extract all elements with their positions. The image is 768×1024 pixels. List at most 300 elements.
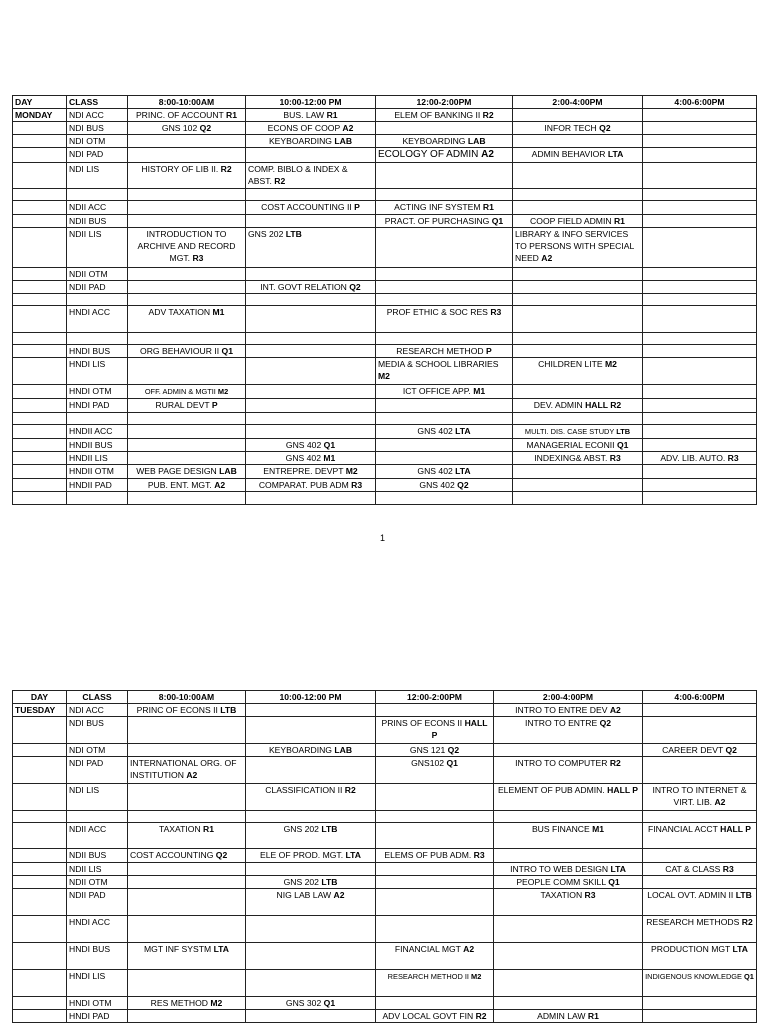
course-name: CLASSIFICATION II	[265, 785, 345, 795]
course-cell	[513, 201, 643, 215]
venue-code: R1	[587, 1011, 599, 1021]
course-cell	[376, 135, 513, 148]
course-cell	[128, 109, 246, 122]
venue-code: R1	[203, 824, 215, 834]
course-cell	[376, 425, 513, 439]
day-cell: MONDAY	[13, 109, 67, 122]
course-cell	[643, 849, 757, 863]
course-cell	[643, 385, 757, 399]
venue-code: LTB	[220, 705, 237, 715]
venue-code: M1	[323, 453, 336, 463]
table-row	[13, 811, 757, 823]
course-cell	[376, 122, 513, 135]
venue-code: Q1	[744, 972, 754, 981]
header-slot-4: 2:00-4:00PM	[513, 96, 643, 109]
course-name: INTERNATIONAL ORG. OF INSTITUTION	[130, 758, 237, 780]
course-cell	[643, 876, 757, 889]
class-cell: HNDII PAD	[67, 479, 128, 492]
class-cell: NDI PAD	[67, 148, 128, 163]
course-name: INTRO TO WEB DESIGN	[510, 864, 611, 874]
course-cell	[494, 811, 643, 823]
course-cell	[246, 876, 376, 889]
table-row	[13, 294, 757, 306]
course-name: GNS 402	[285, 440, 324, 450]
table-row	[13, 744, 757, 757]
header-slot-4: 2:00-4:00PM	[494, 691, 643, 704]
venue-code: M1	[212, 307, 225, 317]
course-cell	[376, 479, 513, 492]
course-cell	[246, 757, 376, 784]
header-slot-1: 8:00-10:00AM	[128, 691, 246, 704]
table-row	[13, 358, 757, 385]
course-cell	[128, 452, 246, 465]
course-cell	[246, 358, 376, 385]
course-cell	[246, 228, 376, 268]
course-cell	[513, 109, 643, 122]
day-cell	[13, 385, 67, 399]
course-name: ADMIN LAW	[537, 1011, 588, 1021]
venue-code: A2	[481, 149, 494, 160]
course-name: INDEXING& ABST.	[534, 453, 610, 463]
course-name: GNS 121	[409, 745, 448, 755]
course-name: FINANCIAL MGT	[394, 944, 464, 954]
course-name: PRACT. OF PURCHASING	[384, 216, 492, 226]
venue-code: A2	[714, 797, 726, 807]
course-cell	[128, 425, 246, 439]
course-cell	[376, 163, 513, 189]
course-cell	[128, 970, 246, 997]
course-cell	[513, 465, 643, 479]
course-cell	[376, 744, 494, 757]
course-cell	[246, 479, 376, 492]
course-name: RESEARCH METHOD	[396, 346, 487, 356]
course-cell	[246, 704, 376, 717]
table-row	[13, 268, 757, 281]
class-cell: NDII PAD	[67, 281, 128, 294]
day-cell	[13, 201, 67, 215]
course-name: ADV LOCAL GOVT FIN	[382, 1011, 476, 1021]
tuesday-header	[13, 691, 757, 704]
table-row	[13, 281, 757, 294]
course-cell	[643, 479, 757, 492]
venue-code: Q2	[599, 123, 611, 133]
course-name: PRINS OF ECONS II	[381, 718, 465, 728]
day-cell	[13, 358, 67, 385]
course-cell	[128, 281, 246, 294]
course-cell	[643, 215, 757, 228]
course-cell	[128, 294, 246, 306]
venue-code: M2	[378, 371, 390, 381]
course-cell	[246, 492, 376, 505]
course-cell	[128, 492, 246, 505]
course-cell	[128, 399, 246, 413]
venue-code: Q2	[457, 480, 469, 490]
venue-code: A2	[214, 480, 226, 490]
table-row	[13, 333, 757, 345]
course-cell	[128, 849, 246, 863]
course-cell	[246, 452, 376, 465]
course-cell	[513, 439, 643, 452]
course-name: PROF ETHIC & SOC RES	[386, 307, 491, 317]
course-cell	[643, 109, 757, 122]
course-cell	[128, 345, 246, 358]
course-cell	[513, 294, 643, 306]
venue-code: R3	[727, 453, 739, 463]
table-row	[13, 863, 757, 876]
course-name: GNS 402	[419, 480, 458, 490]
course-cell	[128, 943, 246, 970]
course-name: RURAL DEVT	[155, 400, 212, 410]
course-cell	[494, 916, 643, 943]
venue-code: Q2	[215, 850, 228, 860]
day-cell	[13, 345, 67, 358]
venue-code: Q1	[323, 998, 336, 1008]
table-row	[13, 492, 757, 505]
day-cell	[13, 425, 67, 439]
course-cell	[376, 385, 513, 399]
course-cell	[513, 358, 643, 385]
venue-code: HALL R2	[585, 400, 622, 410]
course-cell	[513, 306, 643, 333]
course-name: RESEARCH METHOD II	[387, 972, 472, 981]
course-name: ADV. LIB. AUTO.	[660, 453, 728, 463]
course-cell	[128, 479, 246, 492]
venue-code: R3	[609, 453, 621, 463]
course-name: ICT OFFICE APP.	[402, 386, 474, 396]
course-cell	[246, 268, 376, 281]
day-cell	[13, 876, 67, 889]
course-cell	[494, 717, 643, 744]
day-cell	[13, 413, 67, 425]
course-cell	[128, 201, 246, 215]
course-cell	[128, 333, 246, 345]
venue-code: LTA	[345, 850, 361, 860]
class-cell: HNDI OTM	[67, 997, 128, 1010]
class-cell: NDII OTM	[67, 876, 128, 889]
course-cell	[513, 333, 643, 345]
course-cell	[246, 889, 376, 916]
class-cell: NDII ACC	[67, 201, 128, 215]
course-cell	[128, 1010, 246, 1023]
day-cell	[13, 215, 67, 228]
course-cell	[513, 413, 643, 425]
venue-code: M1	[592, 824, 605, 834]
course-name: GNS102	[411, 758, 447, 768]
venue-code: Q1	[323, 440, 336, 450]
day-cell	[13, 970, 67, 997]
course-name: ECONS OF COOP	[267, 123, 343, 133]
course-cell	[376, 811, 494, 823]
course-cell	[246, 970, 376, 997]
course-cell	[246, 189, 376, 201]
course-cell	[128, 757, 246, 784]
class-cell: NDI ACC	[67, 109, 128, 122]
course-cell	[513, 345, 643, 358]
course-cell	[246, 306, 376, 333]
table-row	[13, 413, 757, 425]
day-cell	[13, 889, 67, 916]
class-cell: NDI ACC	[67, 704, 128, 717]
course-cell	[246, 109, 376, 122]
day-cell	[13, 1010, 67, 1023]
course-cell	[376, 148, 513, 163]
course-name: ELEM OF BANKING II	[394, 110, 483, 120]
course-cell	[494, 943, 643, 970]
course-cell	[513, 122, 643, 135]
course-cell	[246, 215, 376, 228]
course-name: COST ACCOUNTING II	[261, 202, 355, 212]
venue-code: LTA	[610, 864, 626, 874]
course-name: MULTI. DIS. CASE STUDY	[524, 427, 617, 436]
course-cell	[643, 163, 757, 189]
course-cell	[643, 863, 757, 876]
course-cell	[643, 425, 757, 439]
course-name: COMPARAT. PUB ADM	[258, 480, 352, 490]
venue-code: HALL P	[431, 718, 488, 740]
course-cell	[376, 358, 513, 385]
venue-code: P	[486, 346, 492, 356]
course-cell	[246, 163, 376, 189]
course-cell	[128, 863, 246, 876]
day-cell	[13, 122, 67, 135]
course-cell	[376, 294, 513, 306]
course-cell	[494, 997, 643, 1010]
venue-code: R3	[584, 890, 596, 900]
day-cell	[13, 163, 67, 189]
header-slot-5: 4:00-6:00PM	[643, 96, 757, 109]
venue-code: LTB	[616, 427, 631, 436]
course-cell	[376, 268, 513, 281]
course-cell	[643, 717, 757, 744]
venue-code: A2	[186, 770, 198, 780]
course-cell	[246, 399, 376, 413]
course-cell	[376, 109, 513, 122]
table-row	[13, 109, 757, 122]
course-name: ECOLOGY OF ADMIN	[378, 149, 482, 160]
course-cell	[643, 413, 757, 425]
course-cell	[376, 943, 494, 970]
course-cell	[376, 439, 513, 452]
class-cell: NDI OTM	[67, 744, 128, 757]
tuesday-rows	[13, 704, 757, 1023]
course-cell	[128, 189, 246, 201]
venue-code: LTA	[213, 944, 229, 954]
course-name: INTRO TO ENTRE	[524, 718, 600, 728]
course-cell	[246, 201, 376, 215]
venue-code: P	[211, 400, 218, 410]
course-name: MEDIA & SCHOOL LIBRARIES	[378, 359, 499, 369]
course-cell	[376, 863, 494, 876]
course-cell	[246, 849, 376, 863]
day-cell	[13, 849, 67, 863]
course-cell	[376, 717, 494, 744]
venue-code: LAB	[334, 136, 353, 146]
class-cell: HNDII OTM	[67, 465, 128, 479]
table-row	[13, 717, 757, 744]
tuesday-timetable	[12, 690, 757, 1023]
course-cell	[128, 135, 246, 148]
course-name: FINANCIAL ACCT	[648, 824, 721, 834]
course-name: DEV. ADMIN	[533, 400, 586, 410]
header-slot-2: 10:00-12:00 PM	[246, 96, 376, 109]
course-cell	[513, 228, 643, 268]
header-slot-1: 8:00-10:00AM	[128, 96, 246, 109]
class-cell: HNDII LIS	[67, 452, 128, 465]
course-cell	[643, 704, 757, 717]
course-name: ELEMS OF PUB ADM.	[384, 850, 474, 860]
table-row	[13, 465, 757, 479]
course-cell	[376, 413, 513, 425]
course-name: MANAGERIAL ECONII	[526, 440, 617, 450]
course-cell	[128, 465, 246, 479]
venue-code: Q1	[491, 216, 504, 226]
class-cell	[67, 492, 128, 505]
class-cell: NDI OTM	[67, 135, 128, 148]
course-cell	[494, 757, 643, 784]
venue-code: R2	[482, 110, 494, 120]
course-cell	[376, 333, 513, 345]
day-cell	[13, 281, 67, 294]
table-row	[13, 201, 757, 215]
course-name: BUS FINANCE	[531, 824, 593, 834]
course-cell	[246, 425, 376, 439]
course-cell	[246, 135, 376, 148]
course-cell	[246, 997, 376, 1010]
day-cell	[13, 744, 67, 757]
course-cell	[376, 452, 513, 465]
venue-code: M1	[473, 386, 486, 396]
course-cell	[246, 413, 376, 425]
venue-code: Q2	[199, 123, 212, 133]
venue-code: R1	[482, 202, 494, 212]
table-row	[13, 823, 757, 849]
course-cell	[246, 122, 376, 135]
course-cell	[376, 823, 494, 849]
venue-code: R2	[741, 917, 753, 927]
course-name: CHILDREN LITE	[538, 359, 605, 369]
day-cell	[13, 811, 67, 823]
course-name: KEYBOARDING	[268, 745, 335, 755]
venue-code: LAB	[467, 136, 486, 146]
course-cell	[246, 148, 376, 163]
header-class: CLASS	[67, 96, 128, 109]
course-cell	[128, 385, 246, 399]
course-name: COOP FIELD ADMIN	[530, 216, 614, 226]
table-row	[13, 135, 757, 148]
course-name: ELE OF PROD. MGT.	[260, 850, 346, 860]
course-cell	[643, 122, 757, 135]
course-cell	[643, 135, 757, 148]
course-cell	[643, 281, 757, 294]
course-cell	[128, 916, 246, 943]
day-cell	[13, 916, 67, 943]
course-cell	[246, 717, 376, 744]
course-cell	[376, 201, 513, 215]
course-cell	[246, 1010, 376, 1023]
course-cell	[376, 784, 494, 811]
course-name: ELEMENT OF PUB ADMIN.	[497, 785, 608, 795]
venue-code: M2	[217, 387, 229, 396]
class-cell: HNDI LIS	[67, 358, 128, 385]
class-cell: NDI BUS	[67, 122, 128, 135]
course-name: GNS 302	[285, 998, 324, 1008]
venue-code: Q1	[616, 440, 629, 450]
venue-code: A2	[463, 944, 475, 954]
day-cell	[13, 148, 67, 163]
course-name: COST ACCOUNTING	[130, 850, 216, 860]
venue-code: LTA	[607, 149, 624, 159]
venue-code: LAB	[219, 466, 237, 476]
class-cell: HNDI OTM	[67, 385, 128, 399]
course-cell	[246, 823, 376, 849]
class-cell: NDII LIS	[67, 228, 128, 268]
class-cell: NDII ACC	[67, 823, 128, 849]
course-cell	[513, 399, 643, 413]
venue-code: R2	[475, 1011, 487, 1021]
table-row	[13, 757, 757, 784]
course-cell	[128, 228, 246, 268]
venue-code: LTA	[455, 466, 471, 476]
course-name: GNS 202	[248, 229, 286, 239]
venue-code: LTB	[321, 824, 338, 834]
course-name: LIBRARY & INFO SERVICES TO PERSONS WITH SPECIAL NEED	[515, 229, 634, 263]
course-name: GNS 402	[285, 453, 324, 463]
class-cell: HNDI ACC	[67, 916, 128, 943]
course-cell	[513, 479, 643, 492]
class-cell: HNDI PAD	[67, 399, 128, 413]
class-cell: HNDI BUS	[67, 345, 128, 358]
course-cell	[376, 399, 513, 413]
table-row	[13, 163, 757, 189]
class-cell: HNDII BUS	[67, 439, 128, 452]
monday-timetable	[12, 95, 757, 505]
venue-code: A2	[541, 253, 553, 263]
table-row	[13, 479, 757, 492]
course-name: ORG BEHAVIOUR II	[140, 346, 222, 356]
venue-code: R3	[473, 850, 485, 860]
class-cell	[67, 811, 128, 823]
header-slot-3: 12:00-2:00PM	[376, 691, 494, 704]
course-name: LOCAL OVT. ADMIN II	[647, 890, 736, 900]
course-cell	[246, 439, 376, 452]
course-cell	[376, 757, 494, 784]
course-cell	[246, 385, 376, 399]
venue-code: Q1	[221, 346, 233, 356]
course-cell	[494, 849, 643, 863]
table-row	[13, 849, 757, 863]
course-name: PRINC. OF ACCOUNT	[135, 110, 227, 120]
course-cell	[246, 345, 376, 358]
venue-code: Q2	[349, 282, 361, 292]
course-cell	[128, 122, 246, 135]
course-cell	[128, 997, 246, 1010]
course-name: INTRODUCTION TO ARCHIVE AND RECORD MGT.	[137, 229, 236, 263]
class-cell: HNDI BUS	[67, 943, 128, 970]
table-row	[13, 122, 757, 135]
venue-code: R3	[192, 253, 204, 263]
course-cell	[128, 889, 246, 916]
venue-code: Q1	[608, 877, 620, 887]
course-cell	[643, 465, 757, 479]
venue-code: LTB	[285, 229, 302, 239]
course-cell	[246, 744, 376, 757]
venue-code: R2	[609, 758, 621, 768]
course-cell	[246, 916, 376, 943]
course-cell	[246, 863, 376, 876]
course-cell	[494, 744, 643, 757]
venue-code: R2	[220, 164, 232, 174]
course-cell	[513, 492, 643, 505]
